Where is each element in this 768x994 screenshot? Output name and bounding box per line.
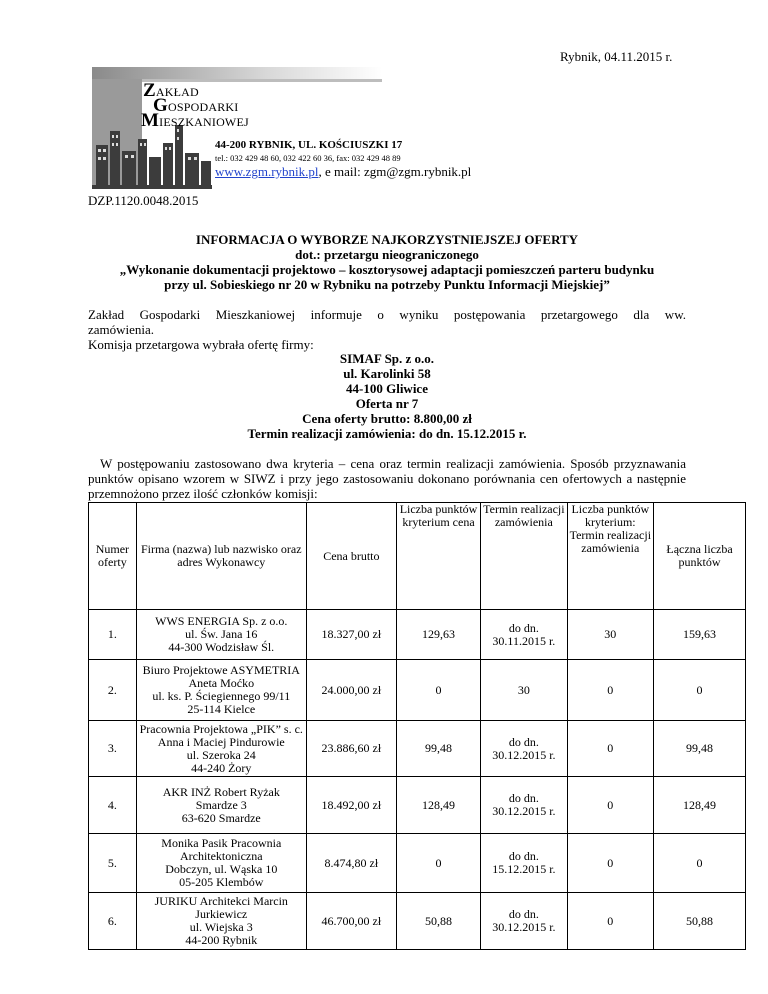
cell-price: 23.886,60 zł xyxy=(306,721,396,777)
header-total: Łączna liczba punktów xyxy=(654,503,746,610)
cell-points-term: 0 xyxy=(567,893,653,950)
cell-term-line: 30 xyxy=(517,682,530,697)
cell-points-price: 128,49 xyxy=(396,777,480,834)
cell-points-term: 30 xyxy=(567,610,653,660)
cell-total: 99,48 xyxy=(654,721,746,777)
cell-price: 18.327,00 zł xyxy=(306,610,396,660)
cell-term xyxy=(481,660,567,721)
cell-firm-line: JURIKU Architekci Marcin xyxy=(154,894,288,908)
cell-firm-line: WWS ENERGIA Sp. z o.o. xyxy=(155,614,288,628)
winner-name: SIMAF Sp. z o.o. xyxy=(339,351,435,366)
place-date: Rybnik, 04.11.2015 r. xyxy=(560,49,673,64)
cell-firm-line: ul. ks. P. Ściegiennego 99/11 xyxy=(152,689,291,703)
cell-points-price: 99,48 xyxy=(396,721,480,777)
company-address: 44-200 RYBNIK, UL. KOŚCIUSZKI 17 xyxy=(215,139,403,151)
cell-term-line: do dn. xyxy=(508,907,539,921)
cell-points-price: 129,63 xyxy=(396,610,480,660)
table-row xyxy=(89,721,746,777)
cell-price: 46.700,00 zł xyxy=(306,893,396,950)
cell-num: 4. xyxy=(89,777,137,834)
cell-firm xyxy=(136,660,306,721)
cell-firm-line: AKR INŻ Robert Ryżak xyxy=(162,784,280,799)
cell-firm-line: Smardze 3 xyxy=(195,797,247,812)
cell-total: 0 xyxy=(654,834,746,893)
cell-term-line: 30.11.2015 r. xyxy=(492,633,556,648)
winner-offer: Oferta nr 7 xyxy=(355,396,419,411)
header-points-term: Liczba punktów kryterium: Termin realizacji zamówienia xyxy=(567,503,653,610)
cell-term-line: 30.12.2015 r. xyxy=(492,804,556,818)
table-row xyxy=(89,893,746,950)
table-row xyxy=(89,834,746,893)
cell-term-line: do dn. xyxy=(508,734,539,749)
cell-term-line: do dn. xyxy=(508,620,539,635)
table-header-row xyxy=(89,503,746,610)
cell-total: 159,63 xyxy=(654,610,746,660)
cell-firm-line: Monika Pasik Pracownia xyxy=(161,836,282,850)
cell-firm-line: ul. Wiejska 3 xyxy=(189,920,253,934)
method-paragraph: W postępowaniu zastosowano dwa kryteria – cena oraz termin realizacji zamówienia. Sposób przyznawania punktów opisano wzorem w SIWZ i przy jego zastosowaniu dokonano porównania cen ofertowych a następnie przemnożono przez ilość członków komisji: xyxy=(88,456,686,501)
email-text: , e mail: zgm@zgm.rybnik.pl xyxy=(318,164,472,179)
offers-table xyxy=(88,502,746,950)
cell-term xyxy=(481,777,567,834)
cell-points-price: 0 xyxy=(396,834,480,893)
cell-firm-line: 63-620 Smardze xyxy=(181,810,261,825)
cell-term-line: 15.12.2015 r. xyxy=(492,862,556,876)
cell-num: 5. xyxy=(89,834,137,893)
table-row xyxy=(89,660,746,721)
cell-price: 18.492,00 zł xyxy=(306,777,396,834)
winner-street: ul. Karolinki 58 xyxy=(343,366,431,381)
cell-firm-line: Anna i Maciej Pindurowie xyxy=(157,734,285,749)
winner-deadline: Termin realizacji zamówienia: do dn. 15.12.2015 r. xyxy=(247,426,527,441)
table-row xyxy=(89,610,746,660)
company-contact xyxy=(215,164,471,180)
winner-price: Cena oferty brutto: 8.800,00 zł xyxy=(302,411,472,426)
cell-points-price: 50,88 xyxy=(396,893,480,950)
commission-text: Komisja przetargowa wybrała ofertę firmy: xyxy=(88,337,314,352)
logo-wordmark: ZAKŁAD GOSPODARKI MIESZKANIOWEJ xyxy=(141,80,249,131)
cell-total: 128,49 xyxy=(654,777,746,834)
cell-num: 6. xyxy=(89,893,137,950)
cell-points-price: 0 xyxy=(396,660,480,721)
website-link[interactable]: www.zgm.rybnik.pl xyxy=(215,164,319,179)
cell-term xyxy=(481,893,567,950)
cell-firm xyxy=(136,721,306,777)
cell-firm-line: Architektoniczna xyxy=(179,849,263,863)
cell-firm-line: 44-240 Żory xyxy=(191,760,252,775)
cell-term-line: do dn. xyxy=(508,791,539,805)
cell-firm-line: 44-300 Wodzisław Śl. xyxy=(168,640,275,654)
cell-firm-line: Pracownia Projektowa „PIK” s. c. xyxy=(139,721,303,736)
header-num: Numer oferty xyxy=(89,503,137,610)
cell-total: 0 xyxy=(654,660,746,721)
cell-price: 24.000,00 zł xyxy=(306,660,396,721)
cell-firm-line: 05-205 Klembów xyxy=(179,875,264,889)
subject-line-1: „Wykonanie dokumentacji projektowo – kosztorysowej adaptacji pomieszczeń parteru budynku xyxy=(119,262,655,277)
cell-firm-line: ul. Szeroka 24 xyxy=(186,747,256,762)
table-row xyxy=(89,777,746,834)
cell-term xyxy=(481,610,567,660)
cell-points-term: 0 xyxy=(567,660,653,721)
document-title: INFORMACJA O WYBORZE NAJKORZYSTNIEJSZEJ OFERTY xyxy=(195,232,579,247)
cell-term-line: 30.12.2015 r. xyxy=(492,920,556,934)
cell-term-line: 30.12.2015 r. xyxy=(492,747,556,762)
document-subtitle: dot.: przetargu nieograniczonego xyxy=(295,247,479,262)
header-firm: Firma (nazwa) lub nazwisko oraz adres Wykonawcy xyxy=(136,503,306,610)
cell-price: 8.474,80 zł xyxy=(306,834,396,893)
company-phones: tel.: 032 429 48 60, 032 422 60 36, fax: 032 429 48 89 xyxy=(215,153,401,163)
cell-firm-line: Aneta Moćko xyxy=(188,676,255,690)
cell-term xyxy=(481,834,567,893)
info-paragraph-line1: Zakład Gospodarki Mieszkaniowej informuje o wyniku postępowania przetargowego dla ww. xyxy=(88,307,686,322)
header-term: Termin realizacji zamówienia xyxy=(481,503,567,610)
cell-points-term: 0 xyxy=(567,777,653,834)
winner-city: 44-100 Gliwice xyxy=(346,381,428,396)
cell-num: 2. xyxy=(89,660,137,721)
cell-num: 3. xyxy=(89,721,137,777)
cell-points-term: 0 xyxy=(567,834,653,893)
cell-firm-line: Jurkiewicz xyxy=(195,907,248,921)
cell-firm xyxy=(136,777,306,834)
winner-block xyxy=(88,351,686,441)
cell-points-term: 0 xyxy=(567,721,653,777)
document-id: DZP.1120.0048.2015 xyxy=(88,193,199,208)
header-points-price: Liczba punktów kryterium cena xyxy=(396,503,480,610)
cell-firm-line: Biuro Projektowe ASYMETRIA xyxy=(142,663,300,677)
cell-firm xyxy=(136,610,306,660)
cell-firm-line: ul. Św. Jana 16 xyxy=(185,627,258,641)
info-paragraph-line2: zamówienia. xyxy=(88,322,155,337)
cell-firm xyxy=(136,834,306,893)
cell-firm-line: 44-200 Rybnik xyxy=(185,933,258,947)
header-price: Cena brutto xyxy=(306,503,396,610)
subject-line-2: przy ul. Sobieskiego nr 20 w Rybniku na potrzeby Punktu Informacji Miejskiej” xyxy=(164,277,610,292)
cell-firm-line: 25-114 Kielce xyxy=(187,702,256,716)
cell-firm-line: Dobczyn, ul. Wąska 10 xyxy=(165,862,278,876)
cell-num: 1. xyxy=(89,610,137,660)
cell-term xyxy=(481,721,567,777)
cell-total: 50,88 xyxy=(654,893,746,950)
cell-term-line: do dn. xyxy=(508,849,539,863)
cell-firm xyxy=(136,893,306,950)
